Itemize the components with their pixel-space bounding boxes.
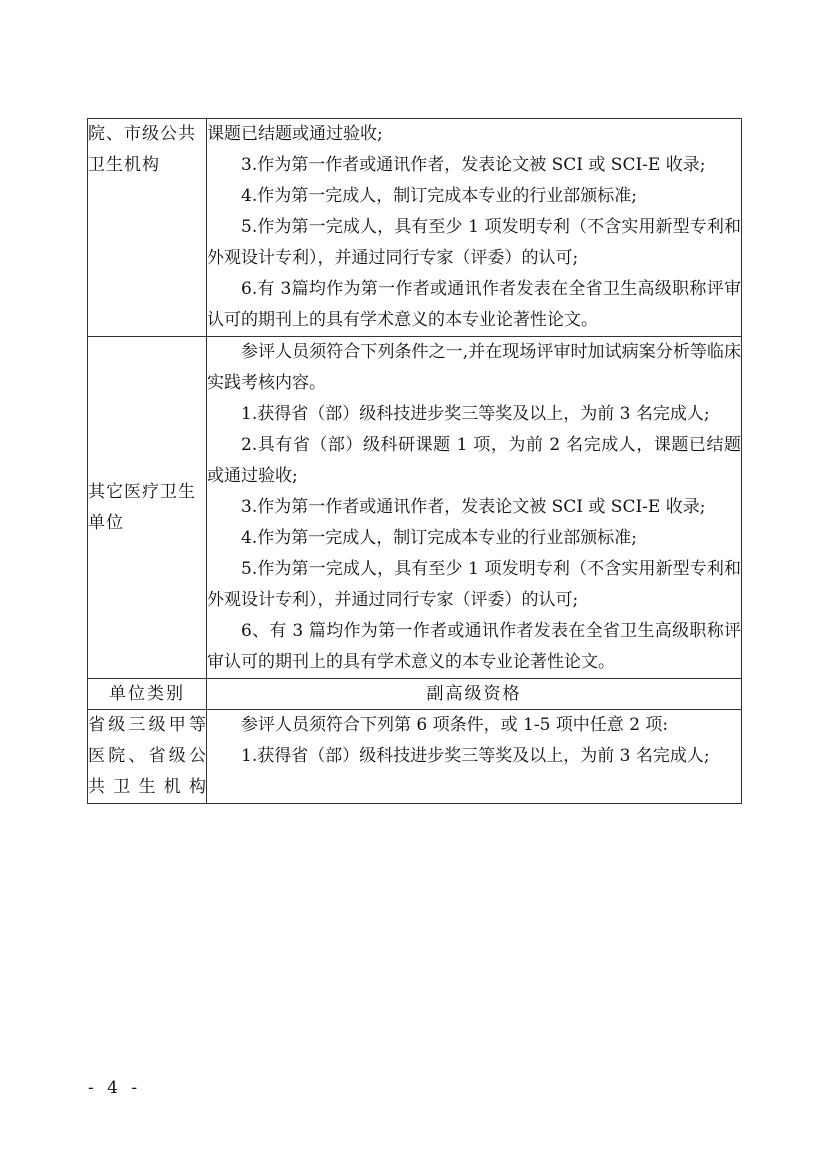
- page-number: - 4 -: [88, 1078, 142, 1098]
- requirement-item: 3.作为第一作者或通讯作者，发表论文被 SCI 或 SCI-E 收录;: [241, 155, 706, 175]
- header-unit-category: 单位类别: [88, 679, 207, 710]
- table-header-row: [88, 679, 742, 710]
- header-qualification: 副高级资格: [207, 679, 742, 710]
- requirement-item: 3.作为第一作者或通讯作者，发表论文被 SCI 或 SCI-E 收录;: [241, 497, 706, 517]
- requirement-item: 2.具有省（部）级科研课题 1 项，为前 2 名完成人，课题已结题或通过验收;: [207, 435, 741, 486]
- requirement-item: 5.作为第一完成人，具有至少 1 项发明专利（不含实用新型专利和外观设计专利），并通过同行专家（评委）的认可;: [207, 217, 741, 268]
- requirement-item: 4.作为第一完成人，制订完成本专业的行业部颁标准;: [241, 528, 637, 548]
- requirement-item: 6、有 3 篇均作为第一作者或通讯作者发表在全省卫生高级职称评审认可的期刊上的具有学术意义的本专业论著性论文。: [207, 621, 741, 672]
- requirements-table: [87, 118, 742, 804]
- unit-category-cell: 省级三级甲等医院、省级公共卫生机构: [88, 710, 207, 804]
- requirement-item: 参评人员须符合下列条件之一,并在现场评审时加试病案分析等临床实践考核内容。: [207, 342, 741, 393]
- table-row: [88, 119, 742, 337]
- requirement-item: 1.获得省（部）级科技进步奖三等奖及以上，为前 3 名完成人;: [241, 746, 710, 766]
- requirement-item: 课题已结题或通过验收;: [207, 124, 383, 144]
- requirement-item: 5.作为第一完成人，具有至少 1 项发明专利（不含实用新型专利和外观设计专利），并通过同行专家（评委）的认可;: [207, 559, 741, 610]
- table-row: [88, 337, 742, 679]
- unit-category-cell: 其它医疗卫生单位: [88, 337, 207, 679]
- table-row: [88, 710, 742, 804]
- requirement-item: 6.有 3篇均作为第一作者或通讯作者发表在全省卫生高级职称评审认可的期刊上的具有学术意义的本专业论著性论文。: [207, 279, 741, 330]
- requirement-item: 参评人员须符合下列第 6 项条件，或 1-5 项中任意 2 项:: [241, 715, 669, 735]
- requirements-cell: [207, 119, 742, 337]
- requirements-cell: [207, 337, 742, 679]
- requirement-item: 4.作为第一完成人，制订完成本专业的行业部颁标准;: [241, 186, 637, 206]
- requirements-cell: [207, 710, 742, 804]
- unit-category-cell: 院、市级公共卫生机构: [88, 119, 207, 337]
- requirement-item: 1.获得省（部）级科技进步奖三等奖及以上，为前 3 名完成人;: [241, 404, 710, 424]
